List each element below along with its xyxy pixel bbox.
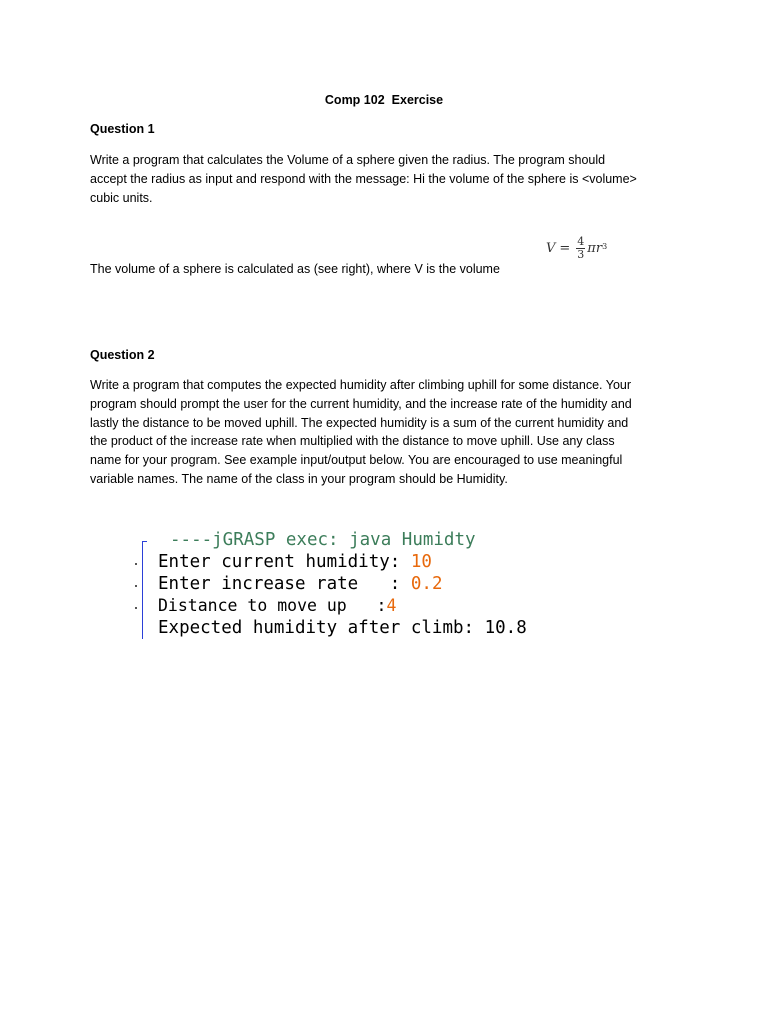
question-1-formula-note bbox=[90, 260, 690, 279]
formula-numerator: 4 bbox=[577, 234, 585, 248]
console-dot bbox=[135, 563, 137, 565]
question-2-paragraph bbox=[90, 376, 690, 489]
document-title-label: Exercise bbox=[391, 93, 444, 107]
console-line-humidity bbox=[158, 552, 432, 572]
paragraph-line: lastly the distance to be moved uphill. The expected humidity is a sum of the current humidity and bbox=[90, 415, 629, 430]
formula-variable: r bbox=[595, 240, 603, 256]
formula-denominator: 3 bbox=[577, 247, 585, 261]
paragraph-line: The volume of a sphere is calculated as (see right), where V is the volume bbox=[90, 262, 500, 276]
document-title bbox=[0, 93, 768, 107]
console-header: ----jGRASP exec: java Humidty bbox=[170, 530, 476, 550]
console-dot bbox=[135, 585, 137, 587]
question-1-heading: Question 1 bbox=[90, 122, 155, 136]
document-title-course: Comp 102 bbox=[324, 93, 385, 107]
console-prompt: Distance to move up : bbox=[158, 596, 387, 615]
question-2-heading: Question 2 bbox=[90, 348, 155, 362]
console-line-distance bbox=[158, 596, 396, 615]
paragraph-line: accept the radius as input and respond with the message: Hi the volume of the sphere is <volume> bbox=[90, 171, 637, 186]
console-line-result bbox=[158, 618, 527, 638]
formula-exponent: 3 bbox=[602, 241, 608, 251]
console-input-value: 10 bbox=[410, 552, 432, 572]
formula-equals: = bbox=[559, 240, 571, 256]
console-bracket bbox=[142, 541, 143, 639]
formula-pi: π bbox=[587, 240, 596, 256]
console-line-rate bbox=[158, 574, 442, 594]
paragraph-line: variable names. The name of the class in your program should be Humidity. bbox=[90, 471, 508, 486]
question-1-paragraph bbox=[90, 151, 690, 207]
console-prompt: Enter increase rate : bbox=[158, 574, 411, 594]
paragraph-line: cubic units. bbox=[90, 190, 153, 205]
paragraph-line: program should prompt the user for the current humidity, and the increase rate of the humidity and bbox=[90, 396, 632, 411]
formula-lhs: V bbox=[546, 240, 556, 256]
paragraph-line: Write a program that calculates the Volume of a sphere given the radius. The program should bbox=[90, 153, 606, 167]
console-dot bbox=[135, 607, 137, 609]
console-result: Expected humidity after climb: 10.8 bbox=[158, 618, 527, 638]
paragraph-line: the product of the increase rate when multiplied with the distance to move uphill. Use any class bbox=[90, 434, 615, 449]
console-input-value: 4 bbox=[386, 596, 397, 615]
paragraph-line: name for your program. See example input/output below. You are encouraged to use meaningful bbox=[90, 453, 623, 468]
console-output-screenshot bbox=[135, 528, 555, 642]
formula-fraction bbox=[576, 236, 585, 261]
console-input-value: 0.2 bbox=[410, 574, 443, 594]
console-prompt: Enter current humidity: bbox=[158, 552, 411, 572]
paragraph-line: Write a program that computes the expected humidity after climbing uphill for some distance. Your bbox=[90, 378, 632, 392]
